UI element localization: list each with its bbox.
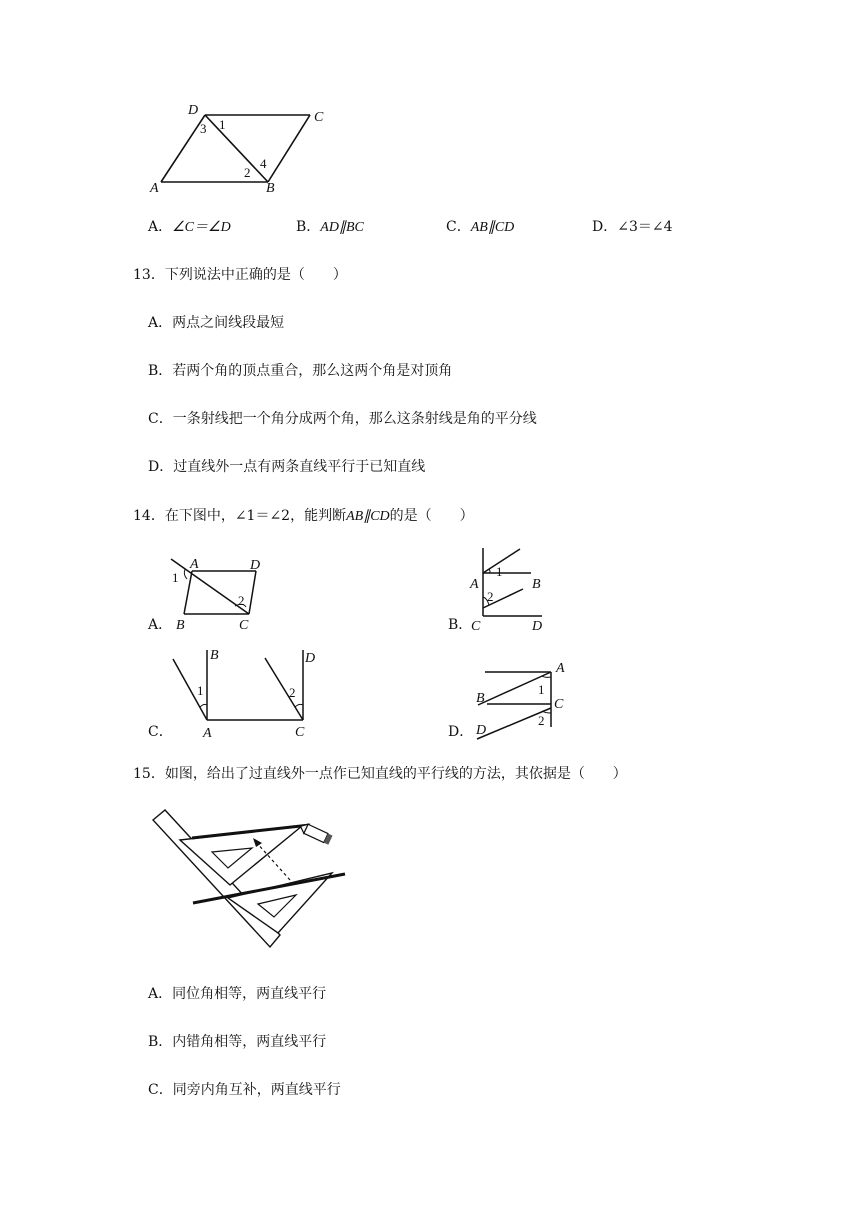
- option-text: AD∥BC: [320, 220, 364, 235]
- label-angle-3: 3: [200, 121, 207, 136]
- label-B: B: [176, 618, 185, 633]
- label-angle-1: 1: [496, 564, 503, 579]
- label-B: B: [210, 648, 219, 663]
- q13-option-a: A．两点之间线段最短: [148, 315, 285, 331]
- option-text: ∠C＝∠D: [172, 220, 231, 235]
- q14-figure-d: [465, 655, 575, 740]
- label-angle-2: 2: [487, 589, 494, 604]
- q12-option-a: [148, 218, 231, 237]
- label-D: D: [188, 103, 199, 118]
- option-letter: A．: [148, 219, 173, 235]
- label-A: A: [556, 661, 565, 676]
- label-C: C: [471, 619, 481, 634]
- q14-option-c-letter: C．: [148, 724, 173, 740]
- q12-option-b: [296, 218, 364, 237]
- label-angle-2: 2: [244, 165, 251, 180]
- label-C: C: [239, 618, 249, 633]
- label-B: B: [532, 577, 541, 592]
- label-angle-1: 1: [538, 682, 545, 697]
- label-angle-2: 2: [238, 593, 245, 608]
- label-B: B: [476, 691, 485, 706]
- pencil-icon: [298, 822, 332, 845]
- label-C: C: [554, 697, 564, 712]
- stem-text: 14．在下图中，∠1＝∠2，能判断: [133, 508, 347, 524]
- label-C: C: [314, 110, 324, 125]
- q14-stem: [133, 507, 474, 526]
- q15-option-a: A．同位角相等，两直线平行: [148, 986, 327, 1002]
- upper-set-square: [180, 826, 302, 885]
- q14-figure-b: [465, 545, 555, 635]
- label-D: D: [532, 619, 543, 634]
- parallelogram-figure: [140, 100, 340, 200]
- q14-option-a-letter: A．: [148, 617, 173, 633]
- label-angle-1: 1: [219, 117, 226, 132]
- q13-option-d: D．过直线外一点有两条直线平行于已知直线: [148, 459, 426, 475]
- q14-figure-a: [165, 555, 280, 635]
- q13-stem: 13．下列说法中正确的是（ ）: [133, 267, 347, 283]
- lower-set-square: [228, 873, 332, 933]
- label-angle-1: 1: [172, 570, 179, 585]
- label-angle-2: 2: [538, 713, 545, 728]
- q13-option-c: C．一条射线把一个角分成两个角，那么这条射线是角的平分线: [148, 411, 537, 427]
- label-A: A: [203, 726, 212, 741]
- q13-option-b: B．若两个角的顶点重合，那么这两个角是对顶角: [148, 363, 453, 379]
- q15-stem: 15．如图，给出了过直线外一点作已知直线的平行线的方法，其依据是（ ）: [133, 766, 627, 782]
- stem-text: 的是（ ）: [389, 508, 474, 524]
- q14-option-d-letter: D．: [448, 724, 474, 740]
- q14-option-b-letter: B．: [448, 617, 473, 633]
- option-letter: D．: [592, 219, 618, 235]
- label-D: D: [305, 651, 316, 666]
- label-angle-4: 4: [260, 156, 267, 171]
- label-A: A: [190, 557, 199, 572]
- label-C: C: [295, 725, 305, 740]
- option-letter: C．: [446, 219, 471, 235]
- q14-figure-c: [165, 645, 325, 740]
- label-A: A: [150, 181, 159, 196]
- stem-math: AB∥CD: [346, 509, 390, 524]
- q12-option-c: [446, 218, 514, 237]
- label-D: D: [476, 723, 487, 738]
- label-angle-1: 1: [197, 683, 204, 698]
- q15-option-c: C．同旁内角互补，两直线平行: [148, 1082, 341, 1098]
- q15-option-b: B．内错角相等，两直线平行: [148, 1034, 327, 1050]
- ruler-triangle-figure: [150, 805, 355, 955]
- label-B: B: [266, 181, 275, 196]
- option-text: AB∥CD: [470, 220, 515, 235]
- label-D: D: [250, 558, 261, 573]
- label-A: A: [470, 577, 479, 592]
- option-letter: B．: [296, 219, 321, 235]
- option-text: ∠3＝∠4: [617, 219, 673, 235]
- q12-option-d: [592, 218, 673, 236]
- label-angle-2: 2: [289, 685, 296, 700]
